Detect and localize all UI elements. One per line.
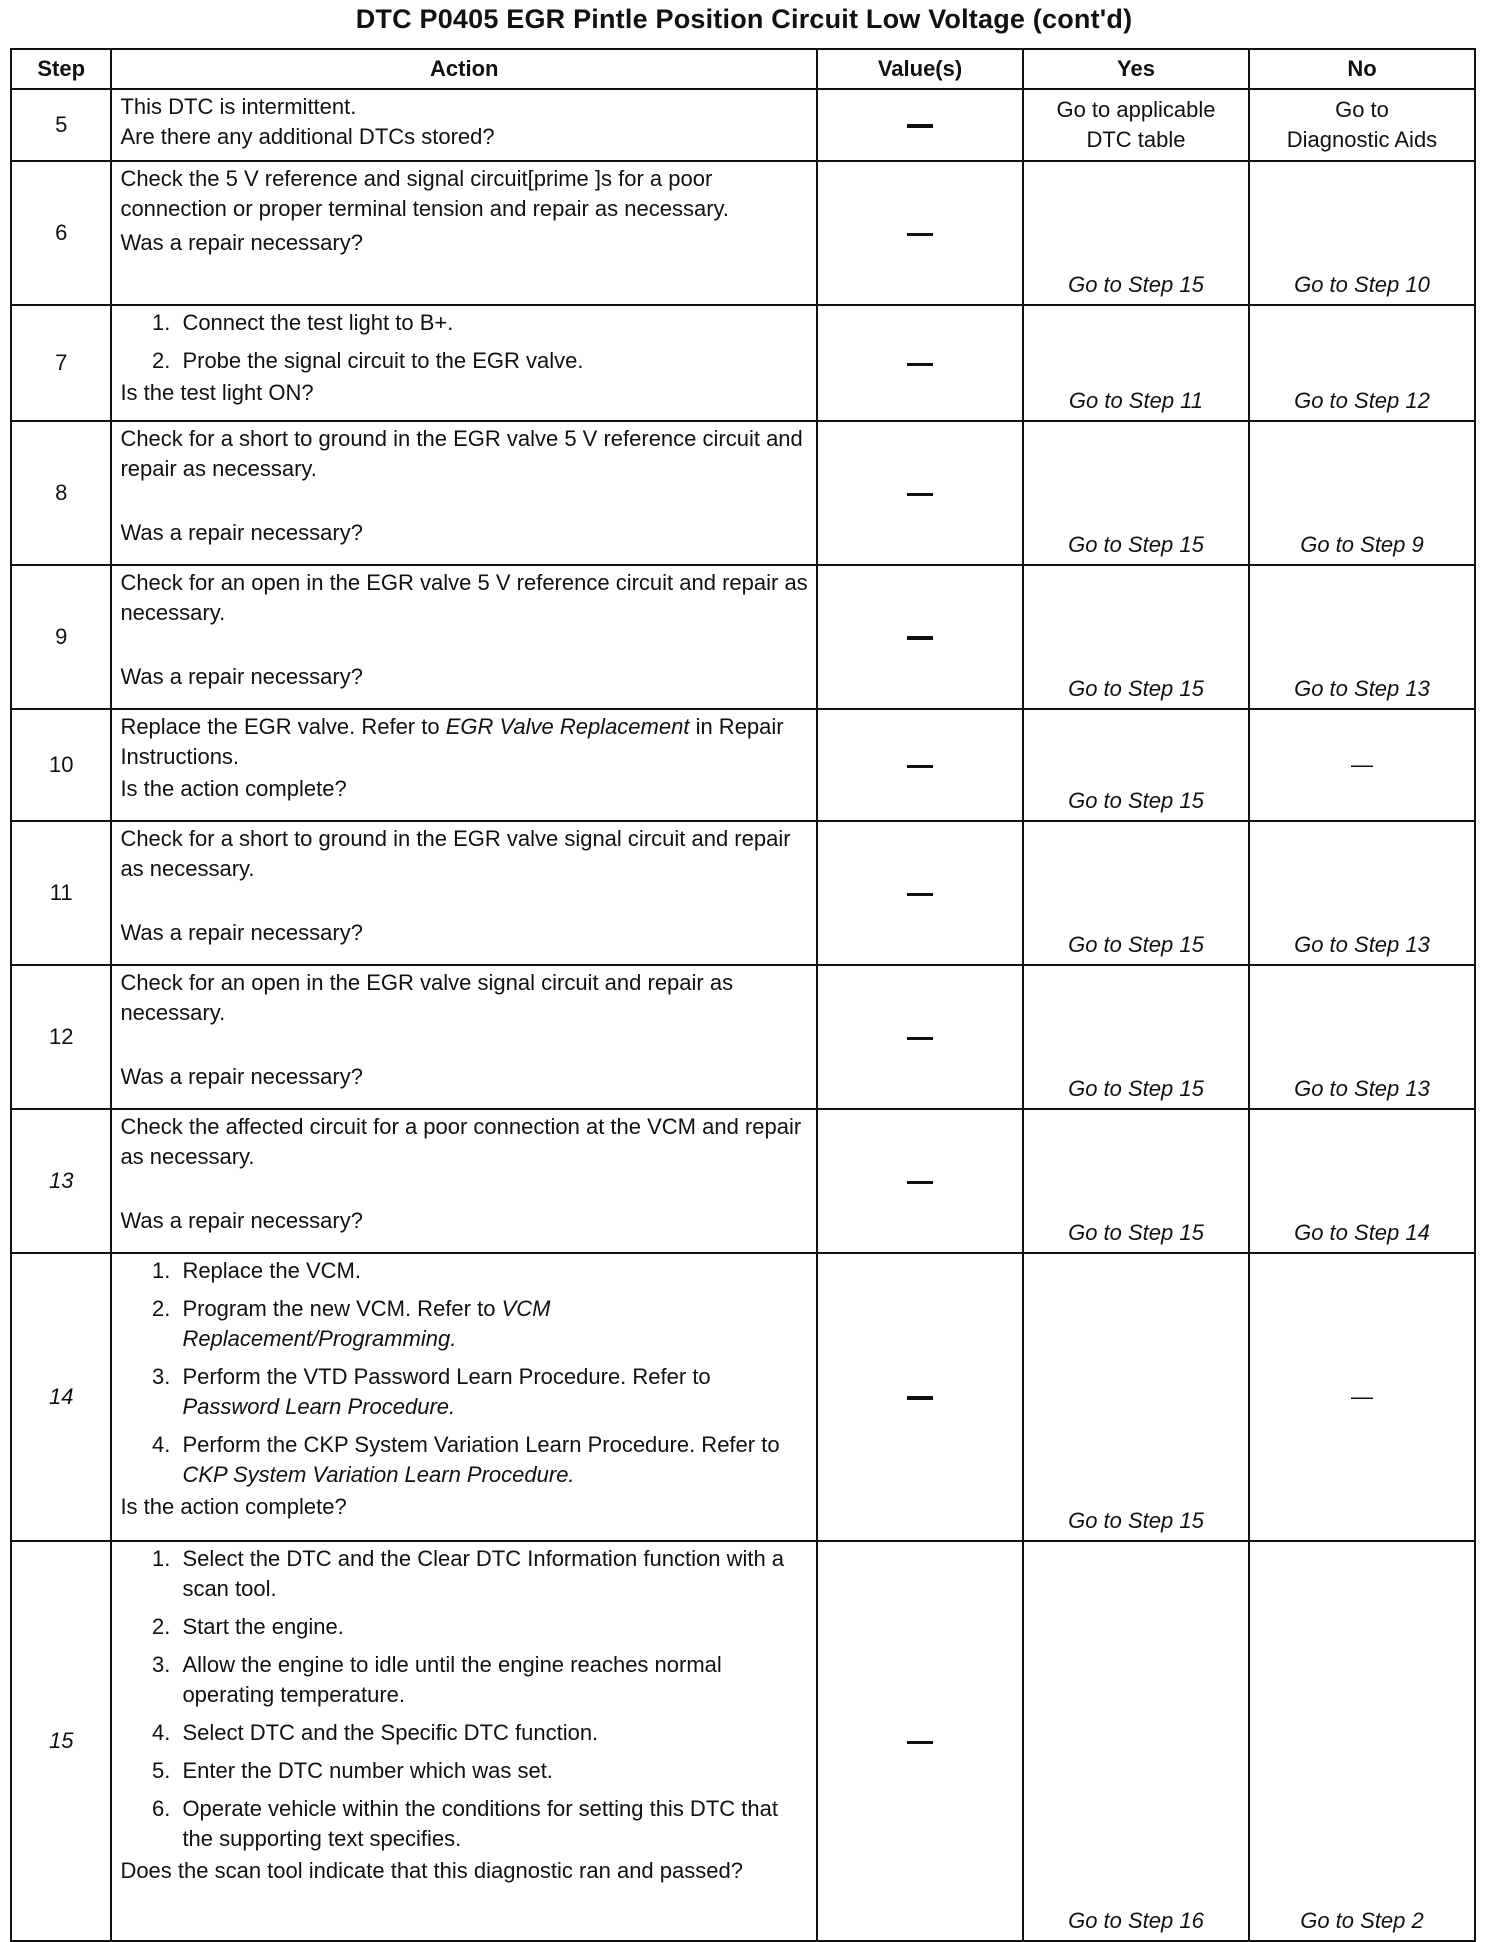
action-text: Check for a short to ground in the EGR valve 5 V reference circuit and repair as necessary. xyxy=(120,426,803,481)
action-question: Is the action complete? xyxy=(120,1494,347,1519)
action-cell xyxy=(111,305,817,421)
dash-mark xyxy=(907,636,933,640)
no-cell: Go to Step 13 xyxy=(1249,565,1475,709)
yes-cell xyxy=(1023,89,1249,161)
step-number: 11 xyxy=(11,821,111,965)
action-cell xyxy=(111,565,817,709)
no-text: Diagnostic Aids xyxy=(1286,127,1438,152)
value-cell xyxy=(817,89,1023,161)
table-row xyxy=(11,709,1475,821)
dash-mark xyxy=(907,893,933,896)
procedure-list xyxy=(120,308,810,376)
value-cell xyxy=(817,1253,1023,1541)
table-row xyxy=(11,821,1475,965)
step-number: 5 xyxy=(11,89,111,161)
dash-mark xyxy=(907,1037,933,1040)
value-cell xyxy=(817,421,1023,565)
action-text: Check the 5 V reference and signal circuit[prime ]s for a poor connection or proper terminal tension and repair as necessary. xyxy=(120,166,730,221)
table-row xyxy=(11,1541,1475,1941)
value-cell xyxy=(817,161,1023,305)
table-row xyxy=(11,161,1475,305)
list-item: 5. Enter the DTC number which was set. xyxy=(176,1756,810,1786)
no-cell: Go to Step 2 xyxy=(1249,1541,1475,1941)
action-question: Was a repair necessary? xyxy=(120,920,363,945)
header-action: Action xyxy=(111,49,817,89)
no-cell: Go to Step 14 xyxy=(1249,1109,1475,1253)
table-row xyxy=(11,565,1475,709)
no-cell: Go to Step 10 xyxy=(1249,161,1475,305)
step-number: 15 xyxy=(11,1541,111,1941)
step-number: 14 xyxy=(11,1253,111,1541)
table-row xyxy=(11,1253,1475,1541)
list-item: 2. Program the new VCM. Refer to VCM Replacement/Programming. xyxy=(176,1294,810,1354)
action-question: Was a repair necessary? xyxy=(120,520,363,545)
yes-cell: Go to Step 15 xyxy=(1023,1253,1249,1541)
action-cell xyxy=(111,1541,817,1941)
value-cell xyxy=(817,1541,1023,1941)
no-cell: Go to Step 13 xyxy=(1249,821,1475,965)
yes-cell: Go to Step 15 xyxy=(1023,709,1249,821)
action-cell xyxy=(111,821,817,965)
list-item: 2. Start the engine. xyxy=(176,1612,810,1642)
header-yes: Yes xyxy=(1023,49,1249,89)
yes-cell: Go to Step 15 xyxy=(1023,965,1249,1109)
list-item: 4. Select DTC and the Specific DTC function. xyxy=(176,1718,810,1748)
list-item: 2. Probe the signal circuit to the EGR valve. xyxy=(176,346,810,376)
action-question: Was a repair necessary? xyxy=(120,230,363,255)
list-item: 1. Connect the test light to B+. xyxy=(176,308,810,338)
yes-cell: Go to Step 15 xyxy=(1023,565,1249,709)
header-row xyxy=(11,49,1475,89)
no-cell: Go to Step 13 xyxy=(1249,965,1475,1109)
table-row xyxy=(11,305,1475,421)
reference-title: VCM Replacement/Programming. xyxy=(182,1296,551,1351)
value-cell xyxy=(817,709,1023,821)
no-cell: Go to Step 9 xyxy=(1249,421,1475,565)
step-number: 12 xyxy=(11,965,111,1109)
no-cell xyxy=(1249,89,1475,161)
action-text: Check for a short to ground in the EGR valve signal circuit and repair as necessary. xyxy=(120,826,791,881)
value-cell xyxy=(817,565,1023,709)
diagnostic-table xyxy=(10,48,1476,1942)
yes-cell: Go to Step 15 xyxy=(1023,1109,1249,1253)
action-cell xyxy=(111,1253,817,1541)
dash-mark xyxy=(907,765,933,768)
step-number: 13 xyxy=(11,1109,111,1253)
action-question: Is the test light ON? xyxy=(120,380,314,405)
action-cell xyxy=(111,89,817,161)
list-item: 4. Perform the CKP System Variation Learn Procedure. Refer to CKP System Variation Learn Procedure. xyxy=(176,1430,810,1490)
list-item: 3. Allow the engine to idle until the engine reaches normal operating temperature. xyxy=(176,1650,810,1710)
step-number: 7 xyxy=(11,305,111,421)
action-question: Are there any additional DTCs stored? xyxy=(120,124,495,149)
yes-text: DTC table xyxy=(1086,127,1186,152)
step-number: 9 xyxy=(11,565,111,709)
no-text: Go to xyxy=(1335,97,1389,122)
header-values: Value(s) xyxy=(817,49,1023,89)
action-question: Was a repair necessary? xyxy=(120,1208,363,1233)
dash-mark xyxy=(907,124,933,128)
action-question: Is the action complete? xyxy=(120,776,347,801)
value-cell xyxy=(817,305,1023,421)
action-cell xyxy=(111,421,817,565)
no-cell: — xyxy=(1249,1253,1475,1541)
action-text: Replace the EGR valve. Refer to EGR Valve Replacement in Repair Instructions. xyxy=(120,714,784,769)
action-text: Check the affected circuit for a poor connection at the VCM and repair as necessary. xyxy=(120,1114,802,1169)
step-number: 10 xyxy=(11,709,111,821)
yes-cell: Go to Step 16 xyxy=(1023,1541,1249,1941)
header-step: Step xyxy=(11,49,111,89)
reference-title: CKP System Variation Learn Procedure. xyxy=(182,1462,575,1487)
procedure-list xyxy=(120,1256,810,1490)
action-cell xyxy=(111,1109,817,1253)
value-cell xyxy=(817,965,1023,1109)
table-row xyxy=(11,965,1475,1109)
procedure-list xyxy=(120,1544,810,1854)
no-cell: — xyxy=(1249,709,1475,821)
yes-cell: Go to Step 11 xyxy=(1023,305,1249,421)
header-no: No xyxy=(1249,49,1475,89)
table-row xyxy=(11,1109,1475,1253)
list-item: 6. Operate vehicle within the conditions for setting this DTC that the supporting text specifies. xyxy=(176,1794,810,1854)
dash-mark xyxy=(907,493,933,496)
action-question: Was a repair necessary? xyxy=(120,664,363,689)
table-row xyxy=(11,89,1475,161)
action-question: Was a repair necessary? xyxy=(120,1064,363,1089)
value-cell xyxy=(817,821,1023,965)
action-text: Check for an open in the EGR valve signal circuit and repair as necessary. xyxy=(120,970,734,1025)
yes-cell: Go to Step 15 xyxy=(1023,161,1249,305)
action-cell xyxy=(111,161,817,305)
reference-title: Password Learn Procedure. xyxy=(182,1394,456,1419)
yes-text: Go to applicable xyxy=(1056,97,1216,122)
step-number: 8 xyxy=(11,421,111,565)
list-item: 3. Perform the VTD Password Learn Procedure. Refer to Password Learn Procedure. xyxy=(176,1362,810,1422)
dash-mark xyxy=(907,1741,933,1744)
list-item: 1. Select the DTC and the Clear DTC Information function with a scan tool. xyxy=(176,1544,810,1604)
action-question: Does the scan tool indicate that this diagnostic ran and passed? xyxy=(120,1858,743,1883)
yes-cell: Go to Step 15 xyxy=(1023,821,1249,965)
no-cell: Go to Step 12 xyxy=(1249,305,1475,421)
action-cell xyxy=(111,965,817,1109)
action-text: Check for an open in the EGR valve 5 V reference circuit and repair as necessary. xyxy=(120,570,808,625)
action-cell xyxy=(111,709,817,821)
dash-mark xyxy=(907,1181,933,1184)
table-row xyxy=(11,421,1475,565)
dash-mark xyxy=(907,233,933,236)
reference-title: EGR Valve Replacement xyxy=(445,714,690,739)
list-item: 1. Replace the VCM. xyxy=(176,1256,810,1286)
dash-mark xyxy=(907,1396,933,1400)
step-number: 6 xyxy=(11,161,111,305)
dash-mark xyxy=(907,363,933,366)
yes-cell: Go to Step 15 xyxy=(1023,421,1249,565)
page-title: DTC P0405 EGR Pintle Position Circuit Low Voltage (cont'd) xyxy=(355,4,1133,34)
value-cell xyxy=(817,1109,1023,1253)
action-text: This DTC is intermittent. xyxy=(120,94,357,119)
